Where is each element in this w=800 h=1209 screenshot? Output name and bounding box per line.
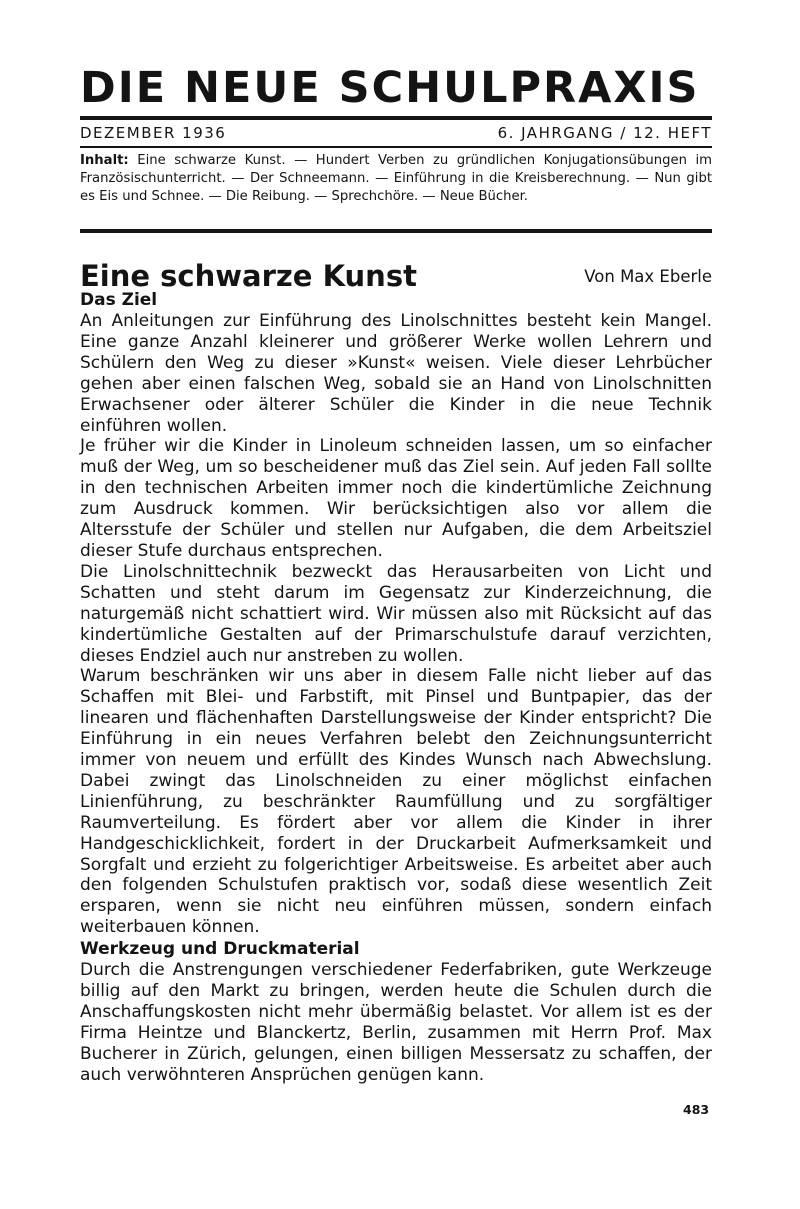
- page-number: 483: [683, 1102, 710, 1117]
- masthead-rule-top: [80, 116, 712, 120]
- article-byline: Von Max Eberle: [584, 267, 712, 286]
- section-heading-tools: Werkzeug und Druckmaterial: [80, 939, 360, 960]
- table-of-contents: [80, 152, 712, 206]
- masthead-title: DIE NEUE SCHULPRAXIS: [80, 63, 700, 113]
- contents-label: Inhalt:: [80, 153, 129, 168]
- paragraph: Je früher wir die Kinder in Linoleum schneiden lassen, um so einfacher muß der Weg, um so bescheidener muß das Ziel sein. Auf jeden Fall sollte in den technischen Arbeiten immer noch die kindertümliche Zeichnung zum Ausdruck kommen. Wir berücksichtigen also vor allem die Altersstufe der Schüler und stellen nur Aufgaben, die dem Arbeitsziel dieser Stufe durchaus entsprechen.: [80, 436, 712, 561]
- contents-text: Eine schwarze Kunst. — Hundert Verben zu gründlichen Konjugationsübungen im Französischunterricht. — Der Schneemann. — Einführung in die Kreisberechnung. — Nun gibt es Eis und Schnee. — Die Reibung. — Sprechchöre. — Neue Bücher.: [80, 153, 712, 204]
- contents-rule: [80, 229, 712, 233]
- paragraph: Durch die Anstrengungen verschiedener Federfabriken, gute Werkzeuge billig auf den Markt zu bringen, werden heute die Schulen durch die Anschaffungskosten nicht mehr übermäßig belastet. Vor allem ist es der Firma Heintze und Blanckertz, Berlin, zusammen mit Herrn Prof. Max Bucherer in Zürich, gelungen, einen billigen Messersatz zu schaffen, der auch verwöhnteren Ansprüchen genügen kann.: [80, 960, 712, 1085]
- paragraph: Die Linolschnittechnik bezweckt das Herausarbeiten von Licht und Schatten und steht darum im Gegensatz zur Kinderzeichnung, die naturgemäß nicht schattiert wird. Wir müssen also mit Rücksicht auf das kindertümliche Gestalten auf der Primarschulstufe darauf verzichten, dieses Endziel auch nur anstreben zu wollen.: [80, 561, 712, 666]
- issue-rule: [80, 146, 712, 148]
- issue-number: 6. JAHRGANG / 12. HEFT: [497, 124, 712, 142]
- article-body: [80, 289, 712, 1086]
- section-heading-goal: Das Ziel: [80, 290, 158, 310]
- article-title: Eine schwarze Kunst: [80, 259, 417, 293]
- paragraph: An Anleitungen zur Einführung des Linolschnittes besteht kein Mangel. Eine ganze Anzahl kleinerer und größerer Werke wollen Lehrern und Schülern den Weg zu dieser »Kunst« weisen. Viele dieser Lehrbücher gehen aber einen falschen Weg, sobald sie an Hand von Linolschnitten Erwachsener oder älterer Schüler die Kinder in die neue Technik einführen wollen.: [80, 311, 712, 436]
- paragraph: Warum beschränken wir uns aber in diesem Falle nicht lieber auf das Schaffen mit Blei- und Farbstift, mit Pinsel und Buntpapier, das der linearen und flächenhaften Darstellungsweise der Kinder entspricht? Die Einführung in ein neues Verfahren belebt den Zeichnungsunterricht immer von neuem und erfüllt des Kindes Wunsch nach Abwechslung. Dabei zwingt das Linolschneiden zu einer möglichst einfachen Linienführung, zu beschränkter Raumfüllung und zu sorgfältiger Raumverteilung. Es fördert aber vor allem die Kinder in ihrer Handgeschicklichkeit, fordert in der Druckarbeit Aufmerksamkeit und Sorgfalt und erzieht zu folgerichtiger Arbeitsweise. Es arbeitet aber auch den folgenden Schulstufen praktisch vor, sodaß diese wesentlich Zeit ersparen, wenn sie nicht neu einführen müssen, sondern einfach weiterbauen können.: [80, 666, 712, 938]
- issue-date: DEZEMBER 1936: [80, 124, 227, 142]
- issue-line: [80, 124, 712, 142]
